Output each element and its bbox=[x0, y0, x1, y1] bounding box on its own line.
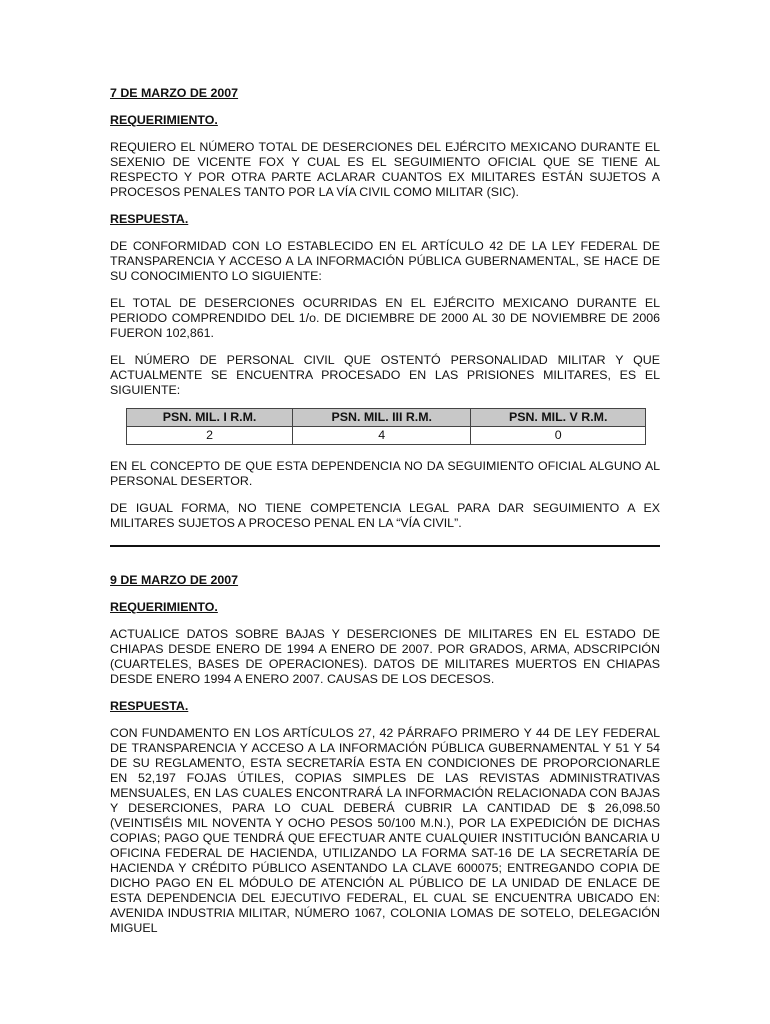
section-divider bbox=[110, 545, 660, 547]
table-header-cell: PSN. MIL. III R.M. bbox=[293, 409, 471, 427]
section-1-response-paragraph-2: EL TOTAL DE DESERCIONES OCURRIDAS EN EL EJÉRCITO MEXICANO DURANTE EL PERIODO COMPRENDIDO DEL 1/o. DE DICIEMBRE DE 2000 AL 30 DE NOVIEMBRE DE 2006 FUERON 102,861. bbox=[110, 296, 660, 340]
section-2-response-title: RESPUESTA. bbox=[110, 699, 189, 713]
table-cell: 0 bbox=[471, 427, 646, 445]
section-2-response-text: CON FUNDAMENTO EN LOS ARTÍCULOS 27, 42 PÁRRAFO PRIMERO Y 44 DE LEY FEDERAL DE TRANSPARENCIA Y ACCESO A LA INFORMACIÓN PÚBLICA GUBERNAMENTAL Y 51 Y 54 DE SU REGLAMENTO, ESTA SECRETARÍA ESTA EN CONDICIONES DE PROPORCIONARLE EN 52,197 FOJAS ÚTILES, COPIAS SIMPLES DE LAS REVISTAS ADMINISTRATIVAS MENSUALES, EN LAS CUALES ENCONTRARÁ LA INFORMACIÓN RELACIONADA CON BAJAS Y DESERCIONES, PARA LO CUAL DEBERÁ CUBRIR LA CANTIDAD DE $ 26,098.50 (VEINTISÉIS MIL NOVENTA Y OCHO PESOS 50/100 M.N.), POR LA EXPEDICIÓN DE DICHAS COPIAS; PAGO QUE TENDRÁ QUE EFECTUAR ANTE CUALQUIER INSTITUCIÓN BANCARIA U OFICINA FEDERAL DE HACIENDA, UTILIZANDO LA FORMA SAT-16 DE LA SECRETARÍA DE HACIENDA Y CRÉDITO PÚBLICO ASENTANDO LA CLAVE 600075; ENTREGANDO COPIA DE DICHO PAGO EN EL MÓDULO DE ATENCIÓN AL PÚBLICO DE LA UNIDAD DE ENLACE DE ESTA DEPENDENCIA DEL EJECUTIVO FEDERAL, EL CUAL SE ENCUENTRA UBICADO EN: AVENIDA INDUSTRIA MILITAR, NÚMERO 1067, COLONIA LOMAS DE SOTELO, DELEGACIÓN MIGUEL bbox=[110, 726, 660, 935]
section-1-response-paragraph-1: DE CONFORMIDAD CON LO ESTABLECIDO EN EL ARTÍCULO 42 DE LA LEY FEDERAL DE TRANSPARENCIA Y ACCESO A LA INFORMACIÓN PÚBLICA GUBERNAMENTAL, SE HACE DE SU CONOCIMIENTO LO SIGUIENTE: bbox=[110, 239, 660, 283]
section-1-response-paragraph-5: DE IGUAL FORMA, NO TIENE COMPETENCIA LEGAL PARA DAR SEGUIMIENTO A EX MILITARES SUJETOS A PROCESO PENAL EN LA “VÍA CIVIL”. bbox=[110, 501, 660, 530]
section-2-request-text: ACTUALICE DATOS SOBRE BAJAS Y DESERCIONES DE MILITARES EN EL ESTADO DE CHIAPAS DESDE ENERO DE 1994 A ENERO DE 2007. POR GRADOS, ARMA, ADSCRIPCIÓN (CUARTELES, BASES DE OPERACIONES). DATOS DE MILITARES MUERTOS EN CHIAPAS DESDE ENERO 1994 A ENERO 2007. CAUSAS DE LOS DECESOS. bbox=[110, 627, 660, 686]
section-1-response-title: RESPUESTA. bbox=[110, 212, 189, 226]
table-header-cell: PSN. MIL. V R.M. bbox=[471, 409, 646, 427]
prisoners-table bbox=[126, 408, 646, 445]
section-2-request-title: REQUERIMIENTO. bbox=[110, 600, 218, 614]
document-page bbox=[110, 86, 660, 948]
section-1-date: 7 DE MARZO DE 2007 bbox=[110, 86, 239, 100]
section-1-request-text: REQUIERO EL NÚMERO TOTAL DE DESERCIONES DEL EJÉRCITO MEXICANO DURANTE EL SEXENIO DE VICENTE FOX Y CUAL ES EL SEGUIMIENTO OFICIAL QUE SE TIENE AL RESPECTO Y POR OTRA PARTE ACLARAR CUANTOS EX MILITARES ESTÁN SUJETOS A PROCESOS PENALES TANTO POR LA VÍA CIVIL COMO MILITAR (SIC). bbox=[110, 140, 660, 199]
section-1-request-title: REQUERIMIENTO. bbox=[110, 113, 218, 127]
table-header-cell: PSN. MIL. I R.M. bbox=[127, 409, 293, 427]
table-cell: 2 bbox=[127, 427, 293, 445]
section-1-response-paragraph-4: EN EL CONCEPTO DE QUE ESTA DEPENDENCIA NO DA SEGUIMIENTO OFICIAL ALGUNO AL PERSONAL DESERTOR. bbox=[110, 459, 660, 488]
table-header-row bbox=[127, 409, 646, 427]
section-2-date: 9 DE MARZO DE 2007 bbox=[110, 573, 239, 587]
section-1-response-paragraph-3: EL NÚMERO DE PERSONAL CIVIL QUE OSTENTÓ PERSONALIDAD MILITAR Y QUE ACTUALMENTE SE ENCUENTRA PROCESADO EN LAS PRISIONES MILITARES, ES EL SIGUIENTE: bbox=[110, 353, 660, 397]
table-row bbox=[127, 427, 646, 445]
table-cell: 4 bbox=[293, 427, 471, 445]
